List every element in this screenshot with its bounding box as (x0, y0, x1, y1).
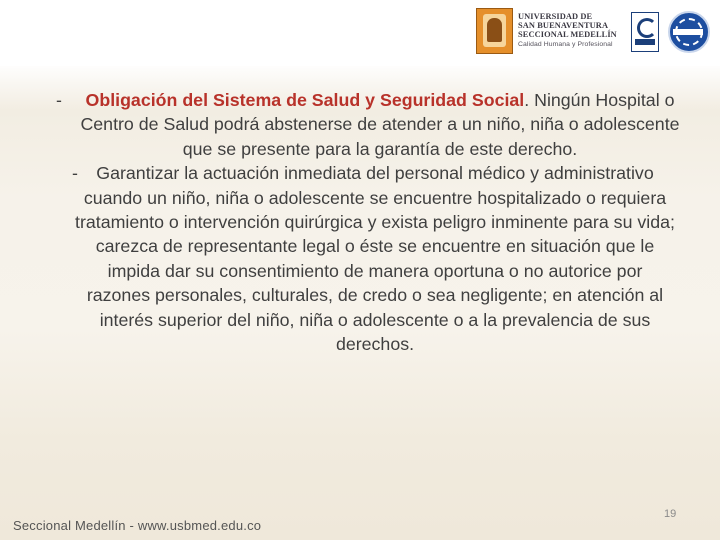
paragraph-heading: Obligación del Sistema de Salud y Seguridad Social (85, 90, 525, 110)
university-name-line: SECCIONAL MEDELLÍN (518, 30, 617, 39)
paragraph-immediate-action (52, 161, 698, 356)
iqnet-certification-icon (668, 11, 710, 53)
university-name-line: UNIVERSIDAD DE (518, 12, 593, 21)
paragraph-text: Garantizar la actuación inmediata del personal médico y administrativo cuando un niño, niña o adolescente se encuentre hospitalizado o requiera tratamiento o intervención quirúrgica y exista peligro inminente para su vida; carezca de representante legal o éste se encuentre en situación que le impida dar su consentimiento de manera oportuna o no autorice por razones personales, culturales, de credo o sea negligente; en atención al interés superior del niño, niña o adolescente o a la prevalencia de sus derechos. (75, 163, 675, 355)
slide-content (52, 88, 698, 356)
bullet-dash: - (56, 90, 62, 110)
university-shield-icon (476, 8, 513, 54)
university-name-line: SAN BUENAVENTURA (518, 21, 609, 30)
university-logo (476, 8, 716, 54)
university-tagline: Calidad Humana y Profesional (518, 41, 613, 48)
university-name (518, 12, 630, 49)
bullet-dash: - (72, 163, 78, 184)
icontec-certification-icon (631, 12, 659, 52)
paragraph-text: . Ningún Hospital o Centro de Salud podrá abstenerse de atender a un niño, niña o adolescente que se presente para la garantía de este derecho. (80, 90, 680, 159)
page-number: 19 (664, 508, 677, 520)
footer-website: Seccional Medellín - www.usbmed.edu.co (13, 518, 262, 533)
paragraph-health-system-obligation (52, 88, 698, 161)
